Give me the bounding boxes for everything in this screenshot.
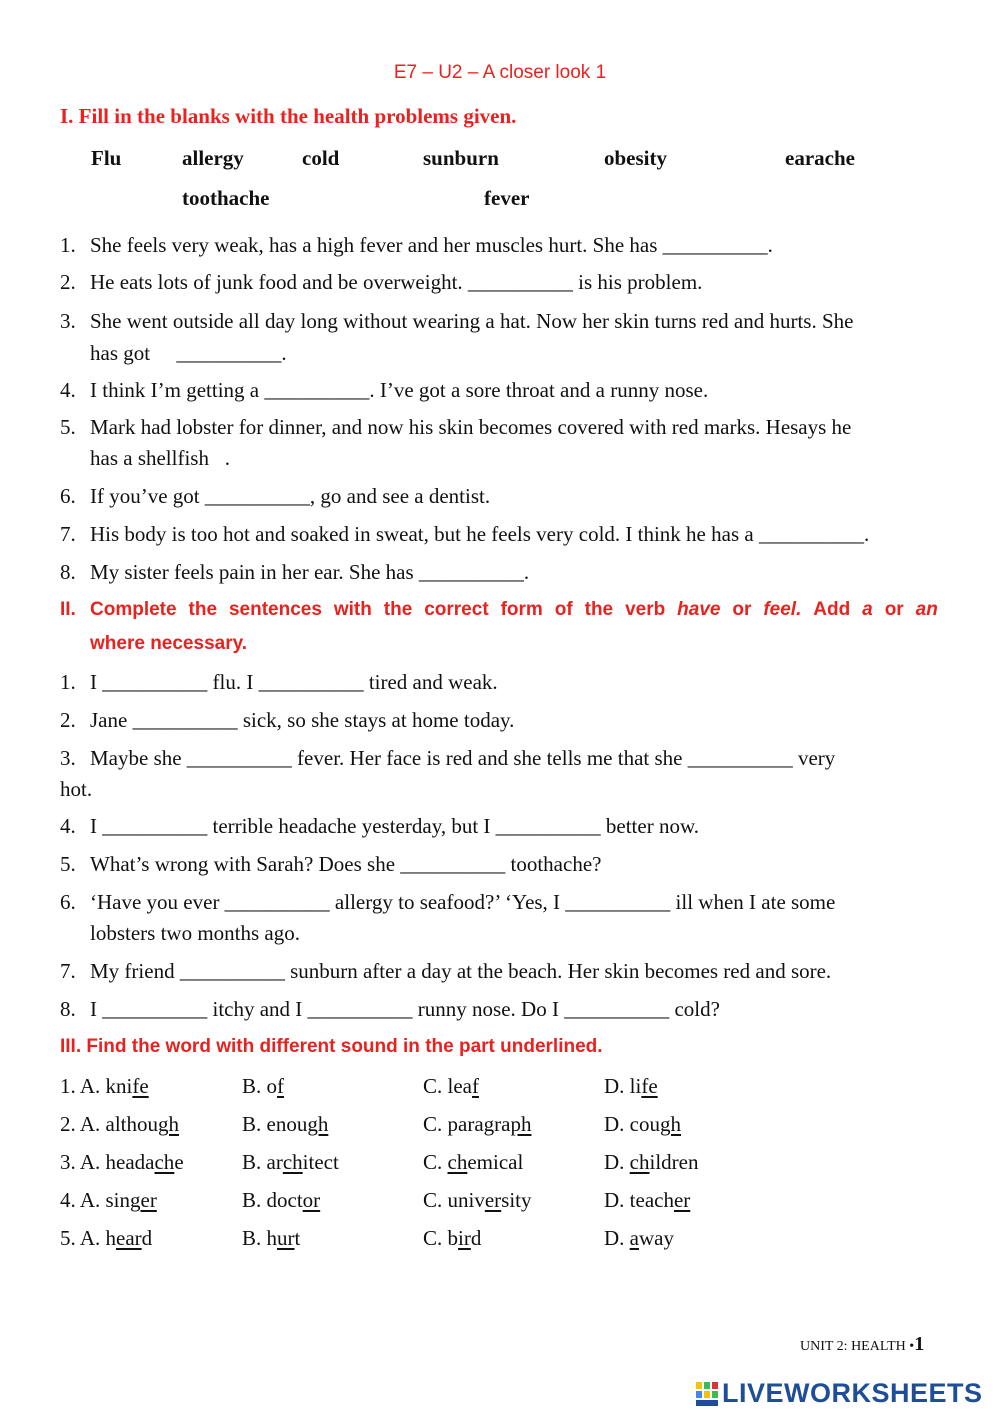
- section-2-heading: Complete the sentences with the correct form of the verb have or feel. Add a or an: [90, 599, 938, 620]
- page-title: E7 – U2 – A closer look 1: [393, 62, 607, 83]
- exercise-2-item-continuation: hot.: [60, 777, 93, 801]
- exercise-2-item: 6. ‘Have you ever __________ allergy to seafood?’ ‘Yes, I __________ ill when I ate some: [60, 890, 836, 914]
- answer-option: B. hurt: [242, 1226, 301, 1250]
- brand-logo[interactable]: [696, 1378, 983, 1413]
- answer-option: 5. A. heard: [60, 1226, 153, 1250]
- exercise-2-item: 2. Jane __________ sick, so she stays at home today.: [60, 708, 515, 732]
- exercise-1-item: 2. He eats lots of junk food and be overweight. __________ is his problem.: [60, 270, 703, 294]
- exercise-2-item: 1. I __________ flu. I __________ tired and weak.: [60, 670, 498, 694]
- word-bank-item: toothache: [182, 186, 270, 210]
- answer-option: C. leaf: [423, 1074, 479, 1098]
- answer-option: C. university: [423, 1188, 532, 1212]
- page-footer: UNIT 2: HEALTH •1: [800, 1333, 925, 1355]
- word-bank-item: sunburn: [423, 146, 499, 170]
- answer-option: 3. A. headache: [60, 1150, 184, 1174]
- brand-name: LIVEWORKSHEETS: [722, 1378, 983, 1408]
- answer-option: C. bird: [423, 1226, 482, 1250]
- exercise-1-item: 3. She went outside all day long without wearing a hat. Now her skin turns red and hurts. She: [60, 309, 854, 333]
- answer-option: C. chemical: [423, 1150, 524, 1174]
- answer-option: D. away: [604, 1226, 674, 1250]
- exercise-1-item: 4. I think I’m getting a __________. I’ve got a sore throat and a runny nose.: [60, 378, 709, 402]
- word-bank-item: allergy: [182, 146, 244, 170]
- word-bank-item: earache: [785, 146, 855, 170]
- exercise-1-item: 5. Mark had lobster for dinner, and now his skin becomes covered with red marks. Hesays he: [60, 415, 852, 439]
- answer-option: D. teacher: [604, 1188, 691, 1212]
- answer-option: D. children: [604, 1150, 699, 1174]
- answer-option: 1. A. knife: [60, 1074, 149, 1098]
- answer-option: D. life: [604, 1074, 658, 1098]
- answer-option: C. paragraph: [423, 1112, 532, 1136]
- section-2-label: II.: [60, 599, 76, 620]
- exercise-1-item: 6. If you’ve got __________, go and see a dentist.: [60, 484, 491, 508]
- exercise-1-item: 1. She feels very weak, has a high fever and her muscles hurt. She has __________.: [60, 233, 773, 257]
- section-3-heading: III. Find the word with different sound in the part underlined.: [60, 1036, 603, 1057]
- answer-option: 4. A. singer: [60, 1188, 157, 1212]
- exercise-2-item: 8. I __________ itchy and I __________ runny nose. Do I __________ cold?: [60, 997, 720, 1021]
- answer-option: B. architect: [242, 1150, 339, 1174]
- exercise-2-item-continuation: lobsters two months ago.: [90, 921, 300, 945]
- exercise-2-item: 5. What’s wrong with Sarah? Does she __________ toothache?: [60, 852, 602, 876]
- answer-option: B. of: [242, 1074, 285, 1098]
- exercise-1-item: 7. His body is too hot and soaked in sweat, but he feels very cold. I think he has a __________.: [60, 522, 870, 546]
- answer-option: D. cough: [604, 1112, 681, 1136]
- exercise-1-item: 8. My sister feels pain in her ear. She has __________.: [60, 560, 530, 584]
- exercise-2-item: 3. Maybe she __________ fever. Her face is red and she tells me that she __________ very: [60, 746, 836, 770]
- word-bank-item: Flu: [91, 146, 122, 170]
- answer-option: B. enough: [242, 1112, 329, 1136]
- section-1-heading: I. Fill in the blanks with the health problems given.: [60, 104, 517, 128]
- word-bank-item: cold: [302, 146, 340, 170]
- exercise-2-item: 7. My friend __________ sunburn after a day at the beach. Her skin becomes red and sore.: [60, 959, 832, 983]
- liveworksheets-logo-icon: [696, 1382, 718, 1413]
- section-2-heading-continuation: where necessary.: [90, 633, 248, 654]
- exercise-1-item-continuation: has got __________.: [90, 341, 287, 365]
- exercise-2-item: 4. I __________ terrible headache yesterday, but I __________ better now.: [60, 814, 700, 838]
- exercise-1-item-continuation: has a shellfish .: [90, 446, 230, 470]
- answer-option: 2. A. although: [60, 1112, 179, 1136]
- answer-option: B. doctor: [242, 1188, 321, 1212]
- word-bank-item: fever: [484, 186, 530, 210]
- word-bank-item: obesity: [604, 146, 667, 170]
